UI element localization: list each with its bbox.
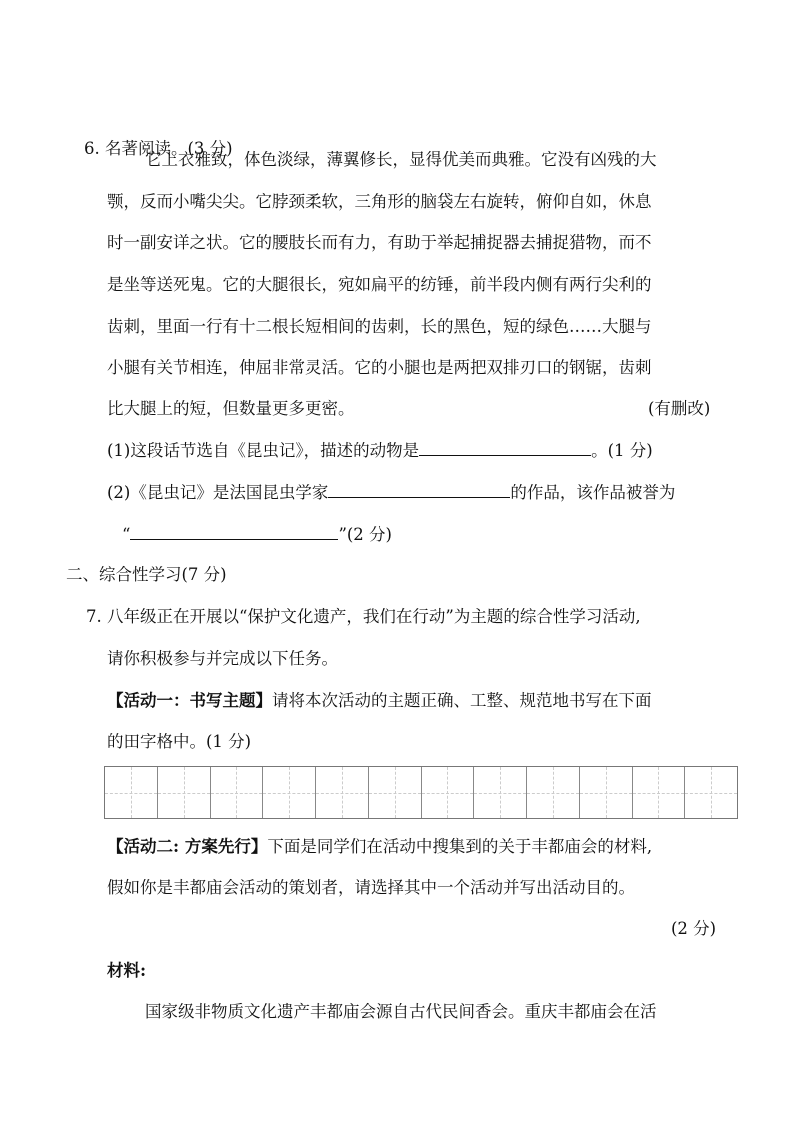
q6-passage-line-2: 颚，反而小嘴尖尖。它脖颈柔软，三角形的脑袋左右旋转，俯仰自如，休息	[107, 192, 652, 211]
tianzige-cell[interactable]	[580, 767, 633, 818]
q6-sub1	[107, 439, 653, 462]
tianzige-grid[interactable]	[104, 766, 738, 819]
q6-sub2-prefix: (2)《昆虫记》是法国昆虫学家	[107, 483, 329, 502]
answer-blank-reputation[interactable]	[130, 523, 338, 540]
tianzige-cell[interactable]	[527, 767, 580, 818]
activity1-line2: 的田字格中。(1 分)	[107, 732, 252, 751]
tianzige-cell[interactable]	[422, 767, 475, 818]
tianzige-cell[interactable]	[158, 767, 211, 818]
q6-passage-line-7: 比大腿上的短，但数量更多更密。	[107, 399, 355, 418]
tianzige-cell[interactable]	[633, 767, 686, 818]
activity2	[107, 836, 652, 858]
q6-passage-line-6: 小腿有关节相连，伸屈非常灵活。它的小腿也是两把双排刃口的钢锯，齿刺	[107, 358, 652, 377]
source-note: (有删改)	[648, 399, 711, 418]
answer-blank-animal[interactable]	[419, 439, 591, 456]
q7-line1: 7. 八年级正在开展以“保护文化遗产，我们在行动”为主题的综合性学习活动,	[86, 607, 641, 626]
activity1	[107, 690, 652, 712]
tianzige-cell[interactable]	[685, 767, 737, 818]
q6-sub2	[107, 481, 675, 504]
open-quote: “	[122, 525, 131, 544]
q6-passage-line-4: 是坐等送死鬼。它的大腿很长，宛如扁平的纺锤，前半段内侧有两行尖利的	[107, 275, 652, 294]
q7-line2: 请你积极参与并完成以下任务。	[107, 649, 338, 668]
tianzige-cell[interactable]	[263, 767, 316, 818]
activity1-title: 【活动一：书写主题】	[107, 691, 272, 710]
activity2-score: (2 分)	[671, 919, 717, 938]
q6-passage-line-1: 它上衣雅致，体色淡绿，薄翼修长，显得优美而典雅。它没有凶残的大	[145, 150, 657, 169]
tianzige-cell[interactable]	[316, 767, 369, 818]
answer-blank-author[interactable]	[328, 481, 510, 498]
q6-sub1-prefix: (1)这段话节选自《昆虫记》，描述的动物是	[107, 441, 420, 460]
section2-heading: 二、综合性学习(7 分)	[66, 565, 227, 584]
material-text: 国家级非物质文化遗产丰都庙会源自古代民间香会。重庆丰都庙会在活	[145, 1002, 657, 1021]
q6-passage-line-5: 齿刺，里面一行有十二根长短相间的齿刺，长的黑色，短的绿色……大腿与	[107, 317, 652, 336]
q6-sub1-suffix: 。(1 分)	[591, 441, 653, 460]
q6-sub2-line2	[122, 523, 392, 546]
material-label: 材料:	[107, 961, 147, 980]
activity1-text: 请将本次活动的主题正确、工整、规范地书写在下面	[272, 691, 652, 710]
tianzige-cell[interactable]	[369, 767, 422, 818]
q6-sub2-close: ”(2 分)	[338, 525, 392, 544]
tianzige-cell[interactable]	[105, 767, 158, 818]
q6-passage-line-3: 时一副安详之状。它的腰肢长而有力，有助于举起捕捉器去捕捉猎物，而不	[107, 233, 652, 252]
activity2-text: 下面是同学们在活动中搜集到的关于丰都庙会的材料,	[267, 837, 653, 856]
q6-sub2-suffix: 的作品，该作品被誉为	[510, 483, 676, 502]
tianzige-cell[interactable]	[474, 767, 527, 818]
q6-heading: 6. 名著阅读。(3 分)	[84, 139, 233, 158]
activity2-line2: 假如你是丰都庙会活动的策划者，请选择其中一个活动并写出活动目的。	[107, 878, 635, 897]
activity2-title: 【活动二: 方案先行】	[107, 837, 268, 856]
tianzige-cell[interactable]	[211, 767, 264, 818]
